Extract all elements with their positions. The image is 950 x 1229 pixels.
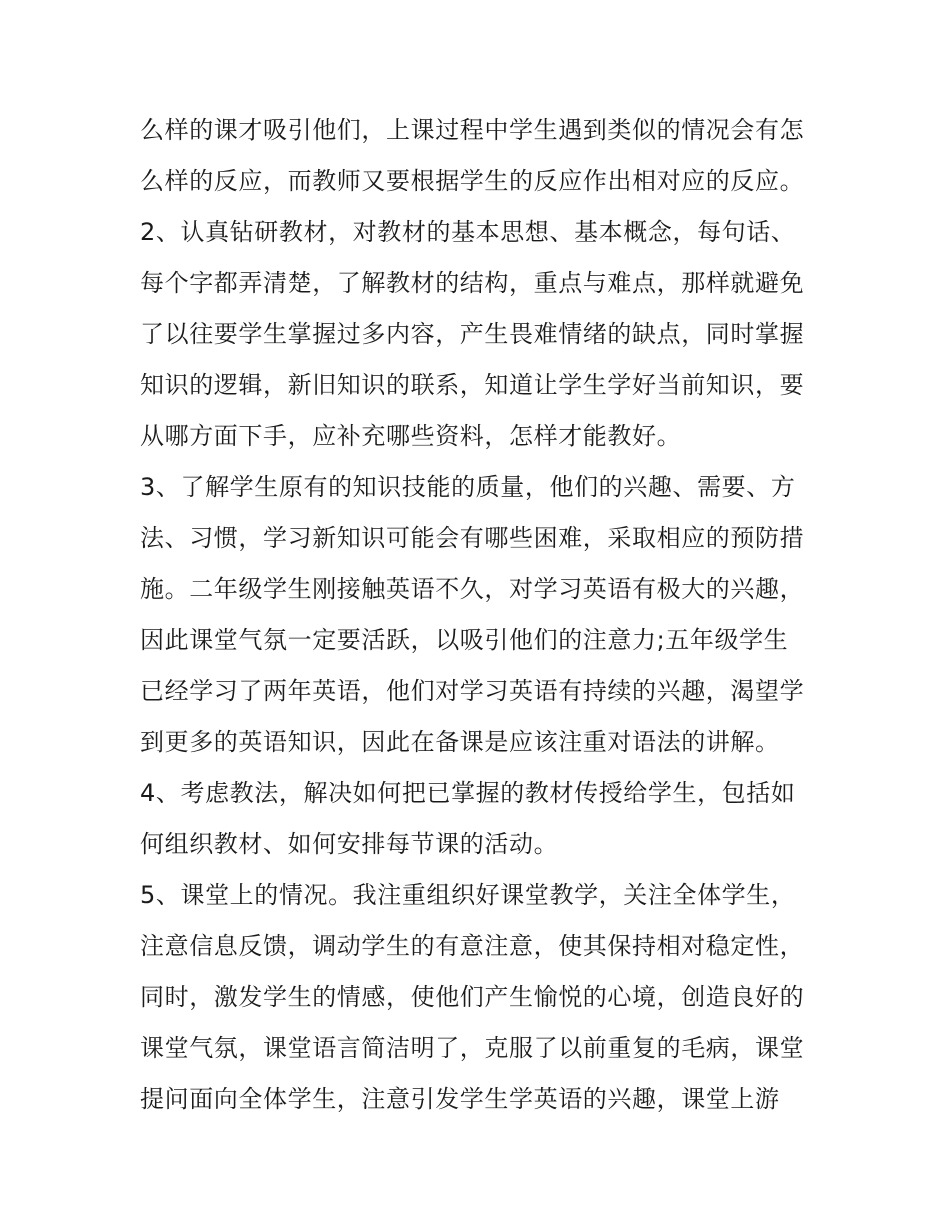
text-line: 3、了解学生原有的知识技能的质量，他们的兴趣、需要、方 [140,473,796,501]
text-line: 从哪方面下手，应补充哪些资料，怎样才能教好。 [140,422,682,450]
text-line: 每个字都弄清楚，了解教材的结构，重点与难点，那样就避免 [140,269,805,297]
text-line: 了以往要学生掌握过多内容，产生畏难情绪的缺点，同时掌握 [140,320,805,348]
text-line: 法、习惯，学习新知识可能会有哪些困难，采取相应的预防措 [140,524,805,552]
text-line: 么样的课才吸引他们，上课过程中学生遇到类似的情况会有怎 [140,116,805,144]
text-line: 4、考虑教法，解决如何把已掌握的教材传授给学生，包括如 [140,779,796,807]
text-line: 课堂气氛，课堂语言简洁明了，克服了以前重复的毛病，课堂 [140,1034,805,1062]
text-line: 因此课堂气氛一定要活跃，以吸引他们的注意力;五年级学生 [140,626,789,654]
text-line: 何组织教材、如何安排每节课的活动。 [140,830,559,858]
body-text [140,105,820,1125]
text-line: 提问面向全体学生，注意引发学生学英语的兴趣，课堂上游 [140,1085,780,1113]
text-line: 么样的反应，而教师又要根据学生的反应作出相对应的反应。 [140,167,805,195]
text-line: 知识的逻辑，新旧知识的联系，知道让学生学好当前知识，要 [140,371,805,399]
text-line: 注意信息反馈，调动学生的有意注意，使其保持相对稳定性， [140,932,805,960]
text-line: 2、认真钻研教材，对教材的基本思想、基本概念，每句话、 [140,218,796,246]
text-line: 已经学习了两年英语，他们对学习英语有持续的兴趣，渴望学 [140,677,805,705]
text-line: 5、课堂上的情况。我注重组织好课堂教学，关注全体学生， [140,881,796,909]
text-line: 同时，激发学生的情感，使他们产生愉悦的心境，创造良好的 [140,983,805,1011]
text-line: 到更多的英语知识，因此在备课是应该注重对语法的讲解。 [140,728,780,756]
text-line: 施。二年级学生刚接触英语不久，对学习英语有极大的兴趣， [140,575,805,603]
